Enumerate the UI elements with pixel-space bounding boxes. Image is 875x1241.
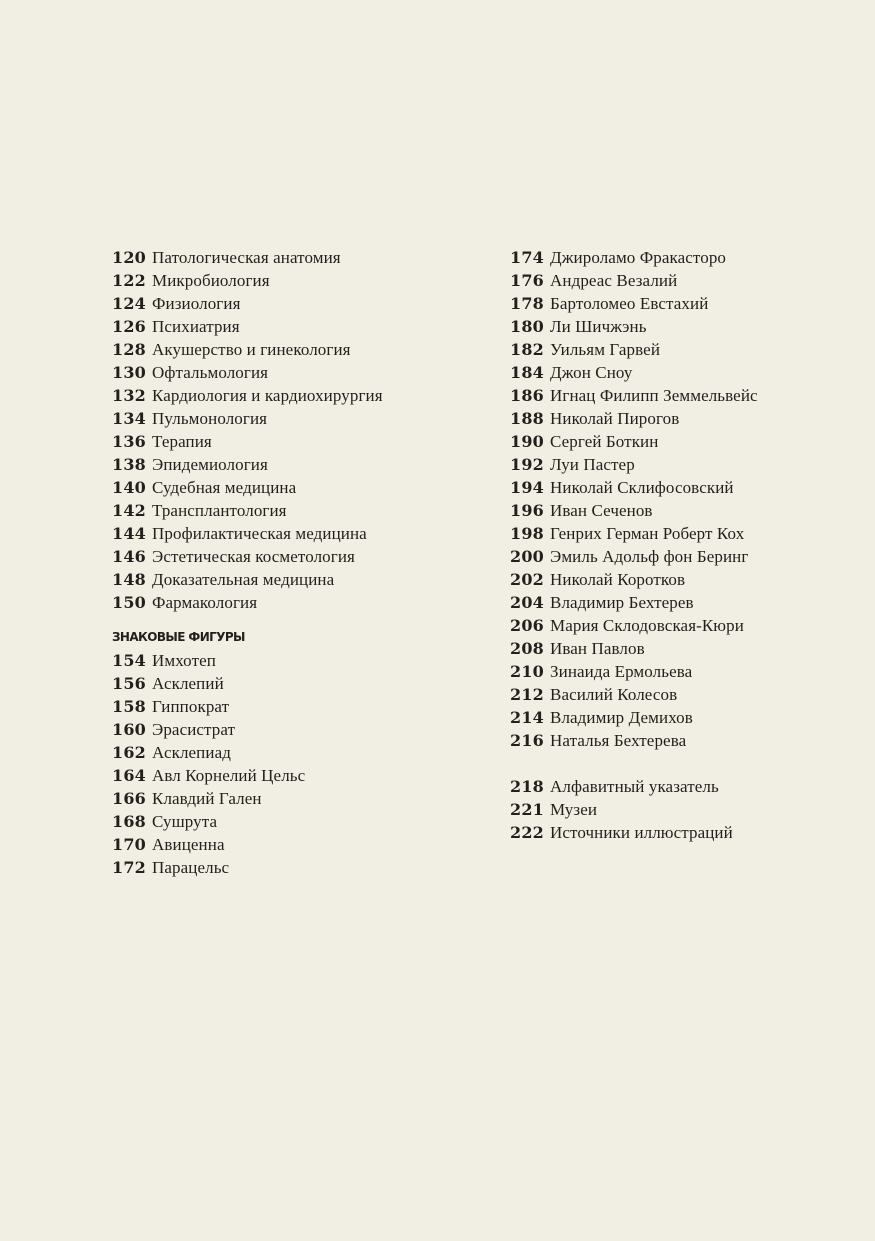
entry-title: Мария Склодовская-Кюри <box>550 616 744 635</box>
entry-title: Наталья Бехтерева <box>550 731 687 750</box>
toc-entry <box>510 430 758 453</box>
toc-entry <box>112 764 383 787</box>
toc-entry <box>510 660 758 683</box>
toc-entry <box>112 522 383 545</box>
toc-entry <box>510 545 758 568</box>
toc-entry <box>112 591 383 614</box>
toc-entry <box>510 614 758 637</box>
page-number: 132 <box>112 386 146 405</box>
toc-entry <box>112 810 383 833</box>
toc-entry <box>112 361 383 384</box>
entry-title: Владимир Демихов <box>550 708 693 727</box>
toc-entry <box>112 384 383 407</box>
entry-title: Фармакология <box>152 593 258 612</box>
page-number: 120 <box>112 248 146 267</box>
page-number: 182 <box>510 340 544 359</box>
entry-title: Луи Пастер <box>550 455 635 474</box>
page-number: 148 <box>112 570 146 589</box>
page-number: 174 <box>510 248 544 267</box>
page-number: 150 <box>112 593 146 612</box>
entry-title: Василий Колесов <box>550 685 678 704</box>
page-number: 130 <box>112 363 146 382</box>
toc-entry <box>112 741 383 764</box>
toc-section-iconic-figures <box>112 649 383 879</box>
toc-entry <box>112 787 383 810</box>
toc-entry <box>510 499 758 522</box>
section-heading-iconic-figures: ЗНАКОВЫЕ ФИГУРЫ <box>112 629 245 645</box>
toc-entry <box>510 361 758 384</box>
toc-entry <box>510 568 758 591</box>
entry-title: Источники иллюстраций <box>550 823 733 842</box>
entry-title: Психиатрия <box>152 317 240 336</box>
page-number: 138 <box>112 455 146 474</box>
entry-title: Физиология <box>152 294 241 313</box>
page-number: 160 <box>112 720 146 739</box>
toc-entry <box>510 775 758 798</box>
toc-entry <box>510 384 758 407</box>
toc-section-iconic-figures-continued <box>510 246 758 752</box>
entry-title: Офтальмология <box>152 363 269 382</box>
page-number: 204 <box>510 593 544 612</box>
entry-title: Авл Корнелий Цельс <box>152 766 306 785</box>
page-number: 210 <box>510 662 544 681</box>
page-number: 206 <box>510 616 544 635</box>
toc-section-back-matter <box>510 775 758 844</box>
page-number: 156 <box>112 674 146 693</box>
toc-entry <box>112 856 383 879</box>
entry-title: Джироламо Фракасторо <box>550 248 727 267</box>
entry-title: Иван Сеченов <box>550 501 653 520</box>
toc-entry <box>510 476 758 499</box>
entry-title: Джон Сноу <box>550 363 633 382</box>
toc-entry <box>510 637 758 660</box>
entry-title: Николай Коротков <box>550 570 686 589</box>
toc-entry <box>112 672 383 695</box>
toc-entry <box>510 821 758 844</box>
toc-entry <box>510 453 758 476</box>
page-number: 164 <box>112 766 146 785</box>
page-number: 142 <box>112 501 146 520</box>
toc-entry <box>510 683 758 706</box>
entry-title: Клавдий Гален <box>152 789 262 808</box>
toc-entry <box>510 315 758 338</box>
entry-title: Асклепий <box>152 674 224 693</box>
entry-title: Гиппократ <box>152 697 230 716</box>
page-number: 136 <box>112 432 146 451</box>
toc-entry <box>112 499 383 522</box>
page-number: 218 <box>510 777 544 796</box>
entry-title: Профилактическая медицина <box>152 524 367 543</box>
page-number: 140 <box>112 478 146 497</box>
entry-title: Доказательная медицина <box>152 570 335 589</box>
page-number: 170 <box>112 835 146 854</box>
page-number: 196 <box>510 501 544 520</box>
toc-entry <box>510 729 758 752</box>
toc-entry <box>510 522 758 545</box>
entry-title: Эпидемиология <box>152 455 268 474</box>
spacer <box>510 752 758 775</box>
page-number: 194 <box>510 478 544 497</box>
entry-title: Патологическая анатомия <box>152 248 341 267</box>
entry-title: Игнац Филипп Земмельвейс <box>550 386 758 405</box>
entry-title: Парацельс <box>152 858 230 877</box>
toc-entry <box>112 269 383 292</box>
toc-entry <box>510 407 758 430</box>
entry-title: Трансплантология <box>152 501 287 520</box>
page-number: 146 <box>112 547 146 566</box>
toc-entry <box>112 407 383 430</box>
toc-right-column <box>510 246 758 844</box>
toc-entry <box>510 591 758 614</box>
toc-entry <box>112 246 383 269</box>
entry-title: Эмиль Адольф фон Беринг <box>550 547 749 566</box>
toc-left-column <box>112 246 383 879</box>
page-number: 124 <box>112 294 146 313</box>
page-number: 154 <box>112 651 146 670</box>
page-number: 144 <box>112 524 146 543</box>
page-number: 221 <box>510 800 544 819</box>
page-number: 198 <box>510 524 544 543</box>
toc-entry <box>112 338 383 361</box>
toc-entry <box>510 269 758 292</box>
entry-title: Имхотеп <box>152 651 216 670</box>
entry-title: Николай Склифосовский <box>550 478 734 497</box>
toc-entry <box>510 338 758 361</box>
toc-entry <box>112 430 383 453</box>
page-number: 158 <box>112 697 146 716</box>
entry-title: Сергей Боткин <box>550 432 659 451</box>
toc-entry <box>510 798 758 821</box>
entry-title: Иван Павлов <box>550 639 645 658</box>
page-number: 178 <box>510 294 544 313</box>
entry-title: Судебная медицина <box>152 478 297 497</box>
toc-entry <box>112 568 383 591</box>
entry-title: Владимир Бехтерев <box>550 593 694 612</box>
entry-title: Бартоломео Евстахий <box>550 294 709 313</box>
page-number: 166 <box>112 789 146 808</box>
toc-entry <box>510 706 758 729</box>
page-number: 212 <box>510 685 544 704</box>
toc-section-specialties <box>112 246 383 614</box>
entry-title: Акушерство и гинекология <box>152 340 351 359</box>
page-number: 126 <box>112 317 146 336</box>
page-number: 186 <box>510 386 544 405</box>
entry-title: Андреас Везалий <box>550 271 678 290</box>
entry-title: Авиценна <box>152 835 225 854</box>
entry-title: Зинаида Ермольева <box>550 662 693 681</box>
toc-entry <box>112 833 383 856</box>
page-number: 122 <box>112 271 146 290</box>
entry-title: Терапия <box>152 432 212 451</box>
entry-title: Сушрута <box>152 812 218 831</box>
toc-entry <box>510 292 758 315</box>
page-number: 180 <box>510 317 544 336</box>
toc-entry <box>112 453 383 476</box>
toc-entry <box>112 718 383 741</box>
entry-title: Ли Шичжэнь <box>550 317 647 336</box>
entry-title: Эрасистрат <box>152 720 236 739</box>
toc-entry <box>510 246 758 269</box>
page-number: 172 <box>112 858 146 877</box>
page-number: 162 <box>112 743 146 762</box>
toc-entry <box>112 695 383 718</box>
toc-entry <box>112 476 383 499</box>
toc-entry <box>112 292 383 315</box>
entry-title: Генрих Герман Роберт Кох <box>550 524 745 543</box>
toc-entry <box>112 649 383 672</box>
page-number: 134 <box>112 409 146 428</box>
page-number: 192 <box>510 455 544 474</box>
page-number: 202 <box>510 570 544 589</box>
page-number: 222 <box>510 823 544 842</box>
toc-entry <box>112 315 383 338</box>
page-number: 208 <box>510 639 544 658</box>
entry-title: Асклепиад <box>152 743 231 762</box>
page-number: 176 <box>510 271 544 290</box>
entry-title: Кардиология и кардиохирургия <box>152 386 383 405</box>
entry-title: Николай Пирогов <box>550 409 680 428</box>
page-number: 200 <box>510 547 544 566</box>
entry-title: Уильям Гарвей <box>550 340 661 359</box>
entry-title: Музеи <box>550 800 598 819</box>
entry-title: Алфавитный указатель <box>550 777 719 796</box>
page-number: 214 <box>510 708 544 727</box>
page-number: 184 <box>510 363 544 382</box>
page-number: 190 <box>510 432 544 451</box>
page-number: 188 <box>510 409 544 428</box>
page-number: 168 <box>112 812 146 831</box>
entry-title: Эстетическая косметология <box>152 547 355 566</box>
entry-title: Пульмонология <box>152 409 268 428</box>
entry-title: Микробиология <box>152 271 270 290</box>
page-number: 128 <box>112 340 146 359</box>
toc-entry <box>112 545 383 568</box>
page-number: 216 <box>510 731 544 750</box>
